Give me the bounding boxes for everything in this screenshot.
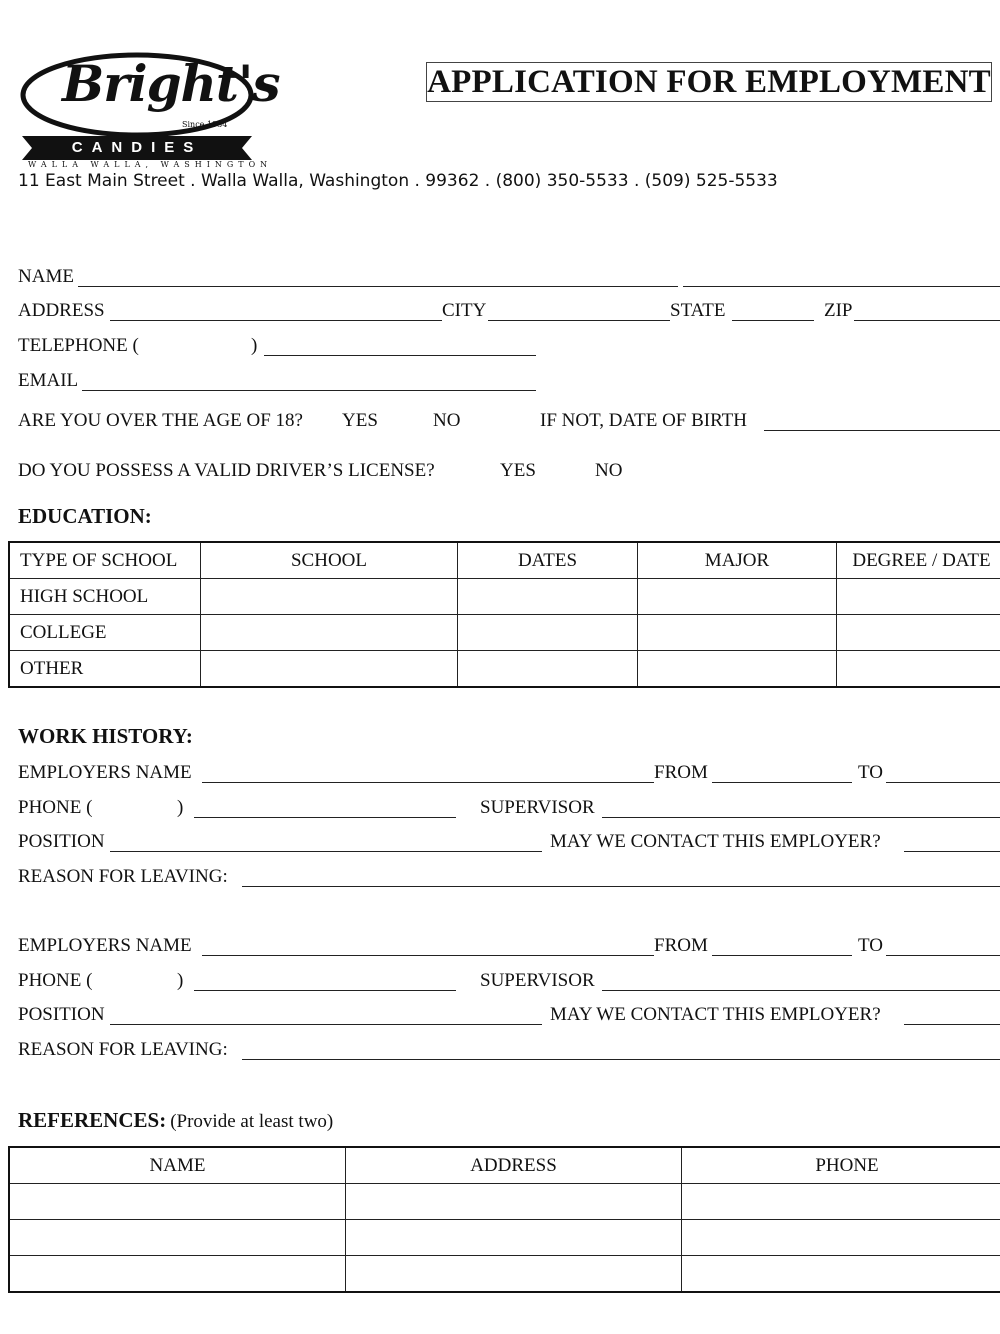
employer1-phone-close: ) xyxy=(177,797,184,818)
education-cell[interactable] xyxy=(458,579,638,615)
references-col-name: NAME xyxy=(9,1147,346,1184)
page-title: APPLICATION FOR EMPLOYMENT xyxy=(427,64,991,100)
age-question: ARE YOU OVER THE AGE OF 18? xyxy=(18,410,303,431)
references-heading-line xyxy=(18,1108,333,1133)
employer1-phone-label: PHONE ( xyxy=(18,797,93,818)
name-label: NAME xyxy=(18,266,74,287)
reference-cell[interactable] xyxy=(346,1184,682,1220)
license-question: DO YOU POSSESS A VALID DRIVER’S LICENSE? xyxy=(18,460,435,481)
employer2-position-label: POSITION xyxy=(18,1004,105,1025)
employer1-phone-field[interactable] xyxy=(194,817,456,818)
reference-cell[interactable] xyxy=(682,1220,1000,1256)
employer2-name-field[interactable] xyxy=(202,955,654,956)
email-label: EMAIL xyxy=(18,370,79,391)
table-row xyxy=(9,1220,1000,1256)
education-row-label: COLLEGE xyxy=(9,615,201,651)
logo-banner: CANDIES xyxy=(71,139,203,156)
address-label: ADDRESS xyxy=(18,300,105,321)
education-cell[interactable] xyxy=(201,579,458,615)
zip-label: ZIP xyxy=(824,300,853,321)
education-table xyxy=(8,541,1000,688)
employer2-to-field[interactable] xyxy=(886,955,1000,956)
employer1-from-field[interactable] xyxy=(712,782,852,783)
dob-label: IF NOT, DATE OF BIRTH xyxy=(540,410,747,431)
education-cell[interactable] xyxy=(638,579,837,615)
education-cell[interactable] xyxy=(638,651,837,688)
employer1-position-field[interactable] xyxy=(110,851,542,852)
address-field[interactable] xyxy=(110,320,442,321)
references-col-address: ADDRESS xyxy=(346,1147,682,1184)
reference-cell[interactable] xyxy=(682,1256,1000,1293)
state-label: STATE xyxy=(670,300,726,321)
company-logo xyxy=(20,48,280,170)
employer2-supervisor-field[interactable] xyxy=(602,990,1000,991)
employer2-from-field[interactable] xyxy=(712,955,852,956)
education-cell[interactable] xyxy=(458,651,638,688)
telephone-field[interactable] xyxy=(264,355,536,356)
employer2-supervisor-label: SUPERVISOR xyxy=(480,970,595,991)
name-field-extra[interactable] xyxy=(683,286,1000,287)
contact-line: 11 East Main Street . Walla Walla, Washington . 99362 . (800) 350-5533 . (509) 525-5533 xyxy=(18,171,778,191)
employer2-phone-close: ) xyxy=(177,970,184,991)
education-header-row xyxy=(9,542,1000,579)
reference-cell[interactable] xyxy=(682,1184,1000,1220)
employer1-name-label: EMPLOYERS NAME xyxy=(18,762,192,783)
education-cell[interactable] xyxy=(201,651,458,688)
education-cell[interactable] xyxy=(638,615,837,651)
references-header-row xyxy=(9,1147,1000,1184)
reference-cell[interactable] xyxy=(346,1256,682,1293)
age-no-option[interactable]: NO xyxy=(433,410,461,431)
employer1-contact-label: MAY WE CONTACT THIS EMPLOYER? xyxy=(550,831,881,852)
employer2-position-field[interactable] xyxy=(110,1024,542,1025)
education-col-major: MAJOR xyxy=(638,542,837,579)
zip-field[interactable] xyxy=(854,320,1000,321)
education-col-degree: DEGREE / DATE xyxy=(837,542,1000,579)
age-yes-option[interactable]: YES xyxy=(342,410,378,431)
employer1-supervisor-field[interactable] xyxy=(602,817,1000,818)
reference-cell[interactable] xyxy=(9,1256,346,1293)
table-row xyxy=(9,579,1000,615)
employer1-name-field[interactable] xyxy=(202,782,654,783)
employer2-from-label: FROM xyxy=(654,935,708,956)
employer2-reason-label: REASON FOR LEAVING: xyxy=(18,1039,228,1060)
employer2-phone-label: PHONE ( xyxy=(18,970,93,991)
city-field[interactable] xyxy=(488,320,670,321)
education-col-dates: DATES xyxy=(458,542,638,579)
employer2-reason-field[interactable] xyxy=(242,1059,1000,1060)
state-field[interactable] xyxy=(732,320,814,321)
education-col-school: SCHOOL xyxy=(201,542,458,579)
employer1-reason-field[interactable] xyxy=(242,886,1000,887)
education-row-label: OTHER xyxy=(9,651,201,688)
references-heading: REFERENCES: xyxy=(18,1108,167,1132)
education-cell[interactable] xyxy=(837,579,1000,615)
employer1-to-label: TO xyxy=(858,762,883,783)
table-row xyxy=(9,1256,1000,1293)
education-cell[interactable] xyxy=(458,615,638,651)
employer1-supervisor-label: SUPERVISOR xyxy=(480,797,595,818)
dob-field[interactable] xyxy=(764,430,1000,431)
education-col-type: TYPE OF SCHOOL xyxy=(9,542,201,579)
name-field[interactable] xyxy=(78,286,678,287)
employer2-contact-label: MAY WE CONTACT THIS EMPLOYER? xyxy=(550,1004,881,1025)
table-row xyxy=(9,651,1000,688)
employer1-to-field[interactable] xyxy=(886,782,1000,783)
telephone-label: TELEPHONE ( xyxy=(18,335,139,356)
employer2-contact-field[interactable] xyxy=(904,1024,1000,1025)
reference-cell[interactable] xyxy=(9,1220,346,1256)
education-row-label: HIGH SCHOOL xyxy=(9,579,201,615)
education-cell[interactable] xyxy=(837,615,1000,651)
employer1-reason-label: REASON FOR LEAVING: xyxy=(18,866,228,887)
logo-brand: Bright's xyxy=(62,54,280,113)
logo-location: WALLA WALLA, WASHINGTON xyxy=(28,160,273,169)
employer2-name-label: EMPLOYERS NAME xyxy=(18,935,192,956)
reference-cell[interactable] xyxy=(346,1220,682,1256)
table-row xyxy=(9,615,1000,651)
references-note: (Provide at least two) xyxy=(170,1111,334,1132)
education-heading: EDUCATION: xyxy=(18,504,152,528)
employer1-contact-field[interactable] xyxy=(904,851,1000,852)
license-yes-option[interactable]: YES xyxy=(500,460,536,481)
work-history-heading: WORK HISTORY: xyxy=(18,724,193,748)
employer2-to-label: TO xyxy=(858,935,883,956)
references-col-phone: PHONE xyxy=(682,1147,1000,1184)
employer2-phone-field[interactable] xyxy=(194,990,456,991)
employer1-from-label: FROM xyxy=(654,762,708,783)
email-field[interactable] xyxy=(82,390,536,391)
logo-since: Since 1934 xyxy=(182,120,228,129)
employer1-position-label: POSITION xyxy=(18,831,105,852)
table-row xyxy=(9,1184,1000,1220)
city-label: CITY xyxy=(442,300,487,321)
references-table xyxy=(8,1146,1000,1293)
reference-cell[interactable] xyxy=(9,1184,346,1220)
telephone-close: ) xyxy=(251,335,258,356)
education-cell[interactable] xyxy=(837,651,1000,688)
education-cell[interactable] xyxy=(201,615,458,651)
license-no-option[interactable]: NO xyxy=(595,460,623,481)
